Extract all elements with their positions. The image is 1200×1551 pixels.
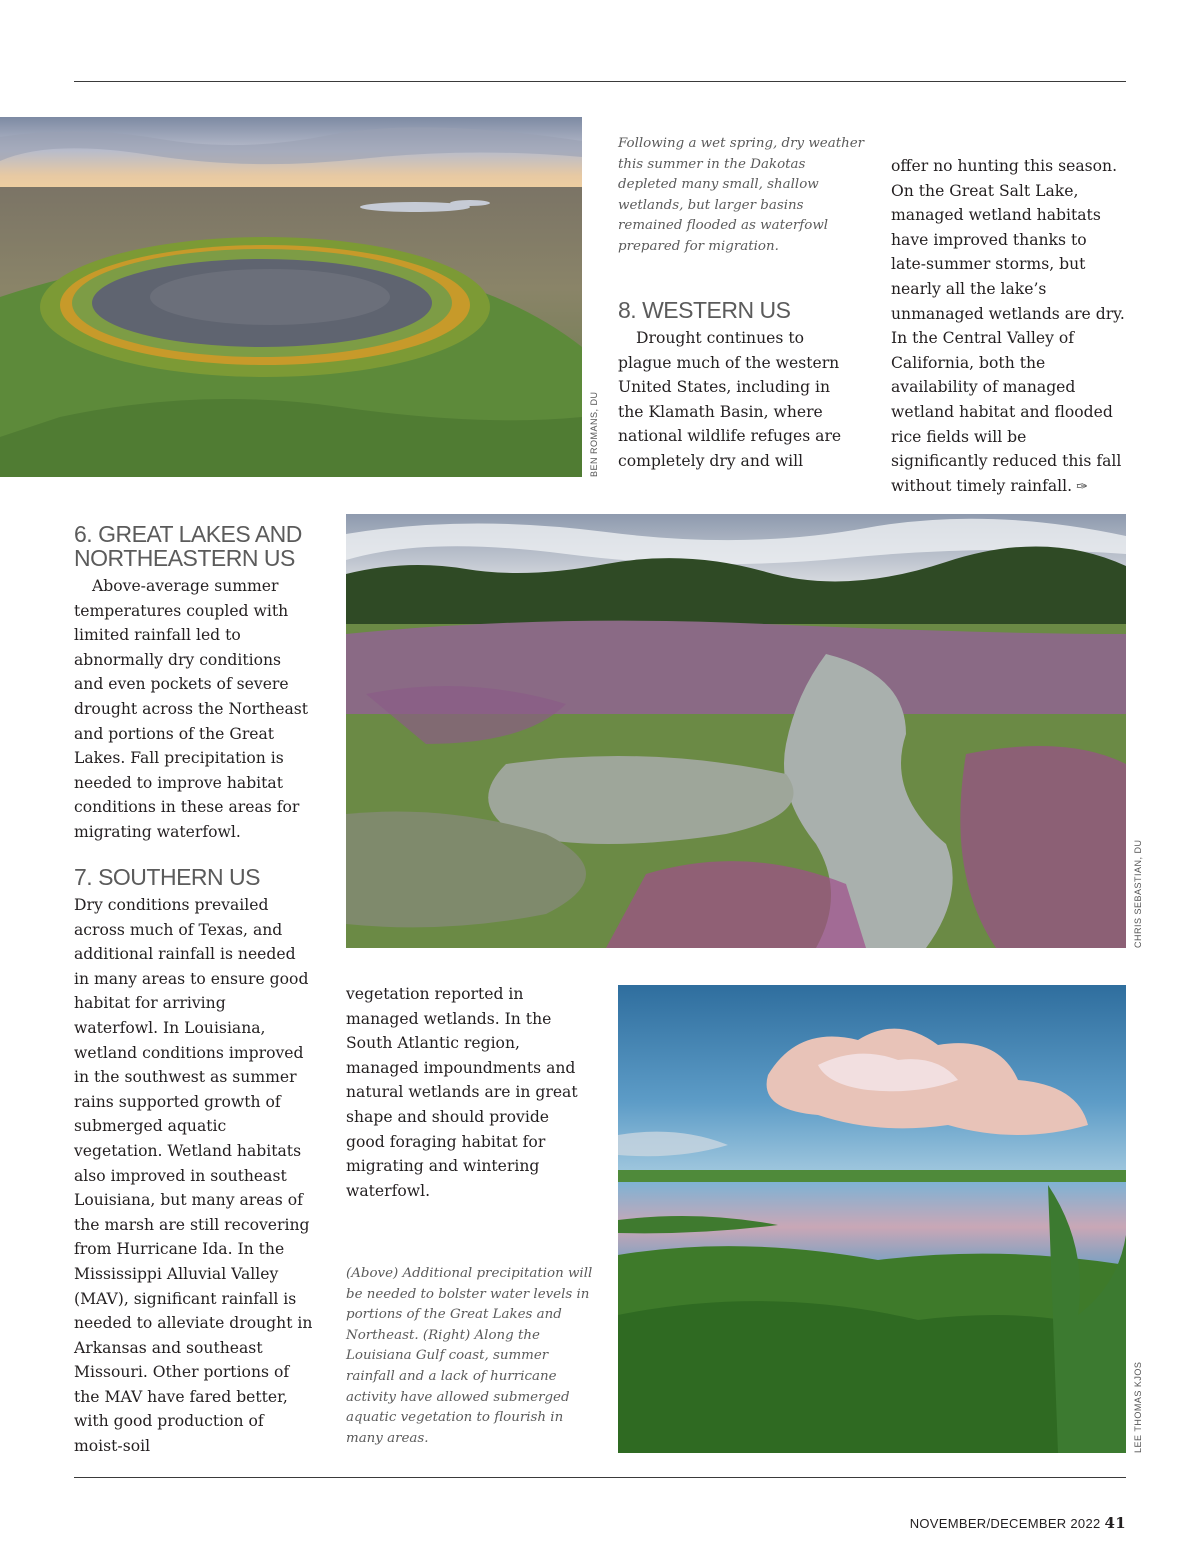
western-body-part2: offer no hunting this season. On the Great Salt Lake, managed wetland habitats have improved thanks to late-summer storms, but nearly all the lake’s unmanaged wetlands are dry. In the Central Valley of California, both the availability of managed wetland habitat and flooded rice fields will be significantly reduced this fall without timely rainfall. (891, 157, 1125, 495)
great-lakes-body: Above-average summer temperatures coupled with limited rainfall led to abnormally dry conditions and even pockets of severe drought across the Northeast and portions of the Great Lakes. Fall precipitation is needed to improve habitat conditions in these areas for migrating waterfowl. (74, 577, 309, 841)
photo-credit-bottom: LEE THOMAS KJOS (1133, 1361, 1143, 1453)
heading-southern-us: 7. SOUTHERN US (74, 864, 260, 890)
southern-body-part2: vegetation reported in managed wetlands. In the South Atlantic region, managed impoundments and natural wetlands are in great shape and should provide good foraging habitat for migrating and wintering waterfowl. (346, 985, 578, 1200)
heading-great-lakes: 6. GREAT LAKES AND NORTHEASTERN US (74, 521, 302, 571)
heading-western-us: 8. WESTERN US (618, 297, 791, 323)
section-great-lakes (74, 522, 314, 845)
page-number: 41 (1104, 1514, 1126, 1532)
western-us-continued (891, 154, 1126, 499)
photo-gulf-coast-marsh (618, 985, 1126, 1453)
page-footer (910, 1514, 1126, 1532)
bottom-rule (74, 1477, 1126, 1478)
western-body-part1: Drought continues to plague much of the western United States, including in the Klamath Basin, where national wildlife refuges are completely dry and will (618, 329, 842, 470)
photo-marsh-loosestrife (346, 514, 1126, 948)
section-southern-us (74, 865, 314, 1459)
photo-credit-top: BEN ROMANS, DU (589, 391, 599, 477)
issue-date: NOVEMBER/DECEMBER 2022 (909, 1516, 1101, 1531)
caption-top: Following a wet spring, dry weather this summer in the Dakotas depleted many small, shallow wetlands, but larger basins remained flooded as waterfowl prepared for migration. (618, 136, 865, 254)
top-rule (74, 81, 1126, 82)
photo-credit-middle: CHRIS SEBASTIAN, DU (1133, 839, 1143, 948)
southern-us-continued (346, 982, 586, 1203)
southern-body-part1: Dry conditions prevailed across much of Texas, and additional rainfall is needed in many areas to ensure good habitat for arriving waterfowl. In Louisiana, wetland conditions improved in the southwest as summer rains supported growth of submerged aquatic vegetation. Wetland habitats also improved in southeast Louisiana, but many areas of the marsh are still recovering from Hurricane Ida. In the Mississippi Alluvial Valley (MAV), significant rainfall is needed to alleviate drought in Arkansas and southeast Missouri. Other portions of the MAV have fared better, with good production of moist-soil (74, 896, 313, 1456)
section-western-us (618, 298, 858, 474)
end-mark-icon: ✑ (1076, 478, 1088, 495)
photo-prairie-wetland (0, 117, 582, 477)
caption-bottom: (Above) Additional precipitation will be needed to bolster water levels in portions of the Great Lakes and Northeast. (Right) Along the Louisiana Gulf coast, summer rainfall and a lack of hurricane activity have allowed submerged aquatic vegetation to flourish in many areas. (346, 1266, 593, 1446)
